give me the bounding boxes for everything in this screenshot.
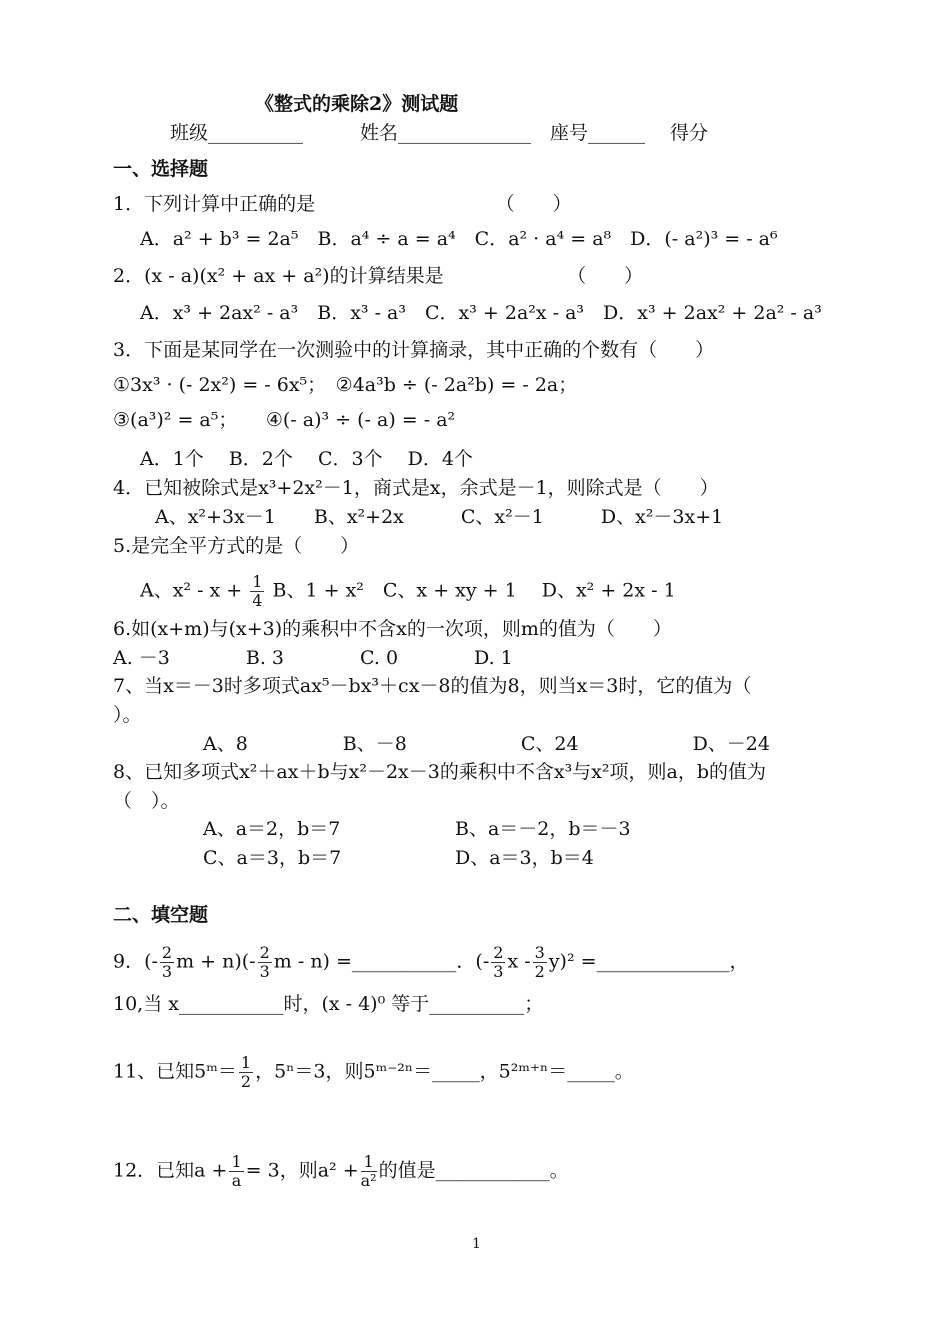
q10-line: 10,当 x___________时，(x - 4)⁰ 等于__________；: [113, 993, 544, 1015]
q9-f2-den: 3: [259, 962, 270, 981]
q8-option-d: D、a＝3，b＝4: [455, 847, 594, 869]
q9-f4-den: 2: [534, 962, 545, 981]
q12-suffix: 的值是____________。: [378, 1159, 569, 1182]
q12-f1-den: a: [231, 1171, 242, 1190]
q12-fraction-2: [361, 1153, 377, 1190]
q3-row2: ③(a³)² = a⁵； ④(- a)³ ÷ (- a) = - a²: [113, 409, 456, 431]
q3-stem: 3．下面是某同学在一次测验中的计算摘录，其中正确的个数有（ ）: [113, 339, 715, 361]
q5-fraction: [250, 573, 264, 610]
q5-options: [140, 573, 676, 610]
q7-stem: 7、当x＝－3时多项式ax⁵－bx³＋cx－8的值为8，则当x＝3时，它的值为（: [113, 675, 752, 697]
q11-frac-den: 2: [240, 1072, 252, 1091]
q11-line: [113, 1054, 634, 1091]
q7-continuation: ）。: [113, 704, 142, 726]
q12-f2-num: 1: [361, 1153, 377, 1172]
q12-prefix: 12．已知a +: [113, 1159, 228, 1182]
q8-option-a: A、a＝2，b＝7: [203, 818, 341, 840]
student-info-line: 班级__________ 姓名______________ 座号______ 得分: [170, 122, 709, 144]
q9-part5: y)² =______________，: [548, 950, 749, 973]
q9-f4-num: 3: [534, 943, 545, 962]
page-number: 1: [472, 1236, 481, 1252]
q5-option-a-prefix: A、x² - x +: [140, 579, 243, 602]
q9-part4: x -: [507, 950, 531, 973]
q9-f1-den: 3: [161, 962, 173, 981]
q1-stem: 1．下列计算中正确的是 （ ）: [113, 193, 572, 215]
q9-part3: m - n) =___________．(-: [273, 950, 490, 973]
q12-middle: = 3，则a² +: [245, 1159, 359, 1182]
q12-f2-den: a²: [360, 1171, 377, 1190]
q9-f3-num: 2: [493, 943, 504, 962]
q4-stem: 4．已知被除式是x³+2x²－1，商式是x，余式是－1，则除式是（ ）: [113, 477, 719, 499]
q9-f1-num: 2: [161, 943, 173, 962]
q4-options: A、x²+3x－1 B、x²+2x C、x²－1 D、x²－3x+1: [155, 506, 724, 528]
q11-suffix: ，5ⁿ＝3，则5ᵐ⁻²ⁿ＝_____，5²ᵐ⁺ⁿ＝_____。: [255, 1060, 634, 1083]
q3-options: A．1个 B．2个 C．3个 D．4个: [140, 448, 473, 470]
q1-options: A．a² + b³ = 2a⁵ B．a⁴ ÷ a = a⁴ C．a² · a⁴ = a⁸ D．(- a²)³ = - a⁶: [140, 228, 778, 250]
q2-stem: 2．(x - a)(x² + ax + a²)的计算结果是 （ ）: [113, 265, 644, 287]
q9-fraction-1: [160, 944, 174, 981]
q12-fraction-1: [229, 1153, 243, 1190]
page-title: 《整式的乘除2》测试题: [255, 93, 459, 115]
q11-fraction: [239, 1054, 253, 1091]
q9-part2: m + n)(-: [176, 950, 256, 973]
section-choice-heading: 一、选择题: [113, 158, 209, 180]
q9-part1: 9．(-: [113, 950, 158, 973]
q9-line: [113, 944, 749, 981]
q6-stem: 6.如(x+m)与(x+3)的乘积中不含x的一次项，则m的值为（ ）: [113, 618, 672, 640]
q9-fraction-3: [491, 944, 505, 981]
q11-frac-num: 1: [240, 1053, 252, 1072]
q12-line: [113, 1153, 569, 1190]
q8-continuation: （ ）。: [113, 790, 180, 812]
q11-prefix: 11、已知5ᵐ＝: [113, 1060, 237, 1083]
q6-options: A. －3 B. 3 C. 0 D. 1: [113, 647, 513, 669]
section-fill-heading: 二、填空题: [113, 904, 209, 926]
q2-options: A．x³ + 2ax² - a³ B．x³ - a³ C．x³ + 2a²x - a³ D．x³ + 2ax² + 2a² - a³: [140, 302, 822, 324]
q8-option-b: B、a＝－2，b＝－3: [455, 818, 631, 840]
q9-f2-num: 2: [259, 943, 270, 962]
q8-stem: 8、已知多项式x²＋ax＋b与x²－2x－3的乘积中不含x³与x²项，则a，b的值为: [113, 761, 767, 783]
q7-options: A、8 B、－8 C、24 D、－24: [203, 733, 770, 755]
q12-f1-num: 1: [231, 1152, 242, 1171]
q8-option-c: C、a＝3，b＝7: [203, 847, 342, 869]
q5-options-rest: B、1 + x² C、x + xy + 1 D、x² + 2x - 1: [272, 579, 676, 602]
q9-fraction-2: [258, 944, 272, 981]
q5-fraction-num: 1: [252, 572, 263, 591]
q3-row1: ①3x³ · (- 2x²) = - 6x⁵； ②4a³b ÷ (- 2a²b) = - 2a；: [113, 374, 578, 396]
q9-f3-den: 3: [493, 962, 504, 981]
q5-fraction-den: 4: [252, 591, 263, 610]
q5-stem: 5.是完全平方式的是（ ）: [113, 535, 360, 557]
q9-fraction-4: [533, 944, 547, 981]
